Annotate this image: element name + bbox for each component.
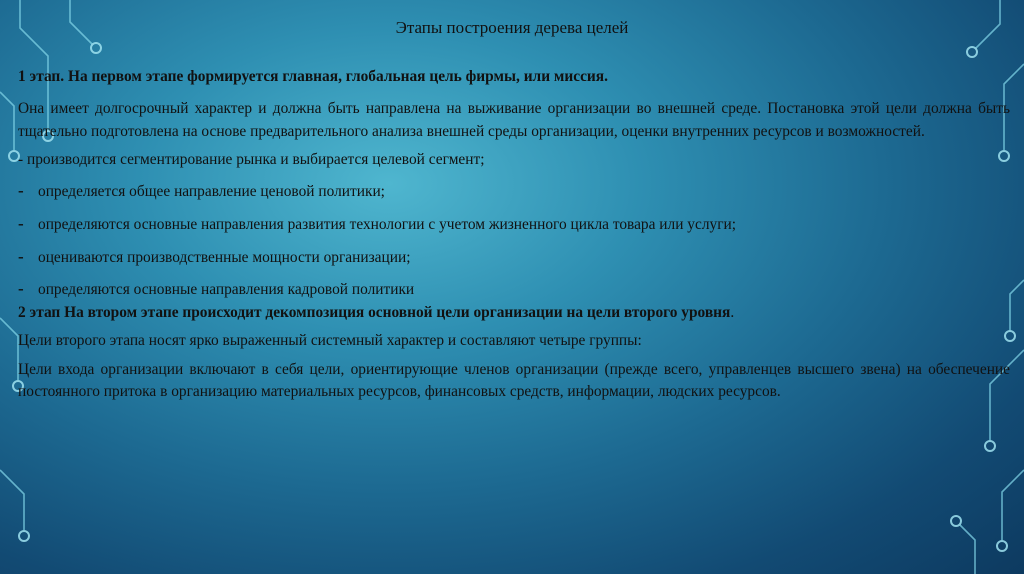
circuit-line [0,92,14,150]
circuit-node [997,541,1007,551]
circuit-node [91,43,101,53]
list-item-text: определяется общее направление ценовой политики; [38,183,385,201]
circuit-node [967,47,977,57]
circuit-node [985,441,995,451]
circuit-line [1002,470,1024,540]
circuit-line [0,318,18,380]
slide-content [18,66,1010,403]
stage1-heading: 1 этап. На первом этапе формируется главная, глобальная цель фирмы, или миссия. [18,68,608,85]
list-item-text: определяются основные направления развития технологии с учетом жизненного цикла товара или услуги; [38,215,737,233]
list-item [18,212,1010,237]
bullet-marker: - [18,213,24,233]
list-item [18,245,1010,270]
bullet-marker: - [18,246,24,266]
stage1-paragraph: Она имеет долгосрочный характер и должна быть направлена на выживание организации во внешней среде. Постановка этой цели должна быть тщательно подготовлена на основе предварительного анализа внешней среды организации, оценки внутренних ресурсов и возможностей. [18,100,1010,140]
circuit-node [19,531,29,541]
circuit-node [951,516,961,526]
stage2-intro: Цели второго этапа носят ярко выраженный системный характер и составляют четыре группы: [18,332,642,350]
stage2-heading-line [18,302,1010,324]
slide-title: Этапы построения дерева целей [395,18,629,37]
circuit-line [0,470,24,530]
bullet-marker: - [18,279,24,299]
circuit-line [1010,280,1024,330]
list-item-text: оцениваются производственные мощности организации; [38,248,411,266]
stage2-heading: 2 этап На втором этапе происходит декомпозиция основной цели организации на цели второго уровня [18,303,731,321]
bullet-marker: - [18,181,24,201]
stage2-heading-period: . [730,303,735,321]
list-item-text: определяются основные направления кадровой политики [38,281,415,299]
circuit-line [960,525,975,574]
list-item [18,179,1010,204]
stage1-dash-line: - производится сегментирование рынка и выбирается целевой сегмент; [18,150,485,168]
stage2-paragraph: Цели входа организации включают в себя цели, ориентирующие членов организации (прежде всего, управленцев высшего звена) на обеспечение постоянного притока в организацию материальных ресурсов, финансовых средств, информации, людских ресурсов. [18,360,1010,400]
list-item [18,277,1010,302]
